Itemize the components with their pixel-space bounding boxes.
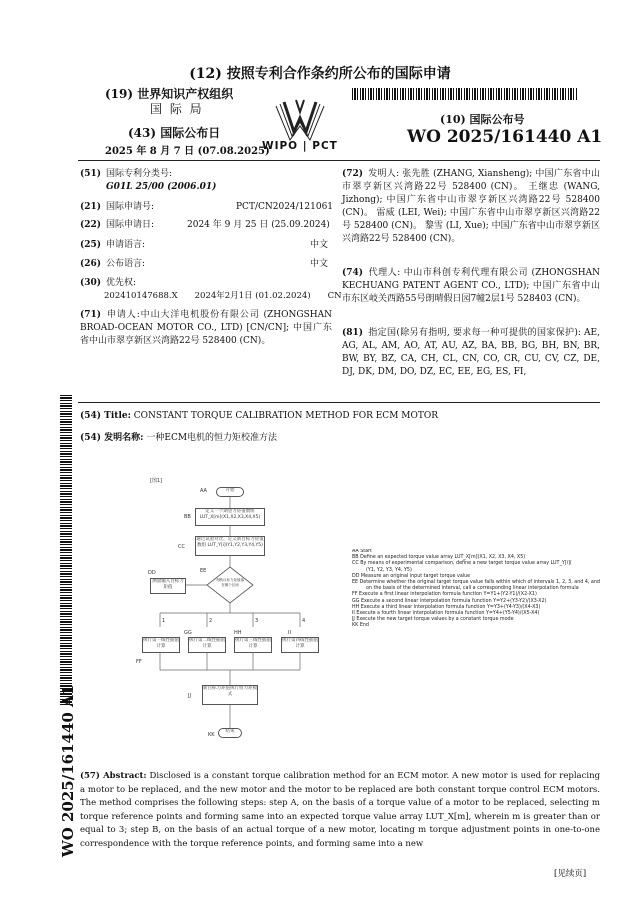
continued-note: [见续页] (554, 869, 587, 879)
branch-label-1: 1 (162, 618, 166, 624)
side-number: WO 2025/161440 A1 (59, 684, 77, 858)
field-71: (71) 申请人:中山大洋电机股份有限公司 (ZHONGSHAN BROAD-OCEAN MOTOR CO., LTD) [CN/CN]; 中国广东省中山市翠亨新区兴湾路22号 528400 (CN)。 (80, 310, 332, 346)
wipo-logo-text: WIPO | PCT (262, 140, 338, 152)
node-label-cc: CC (178, 544, 185, 550)
flow-box-gg: 执行第二线性插值计算 (188, 637, 226, 653)
node-label-jj: JJ (188, 693, 191, 699)
pub-date-label: (43) 国际公布日 (128, 126, 221, 140)
legend-line: CC By means of experimental comparison, define a new target torque value array LUT_Y[i]( (352, 561, 572, 567)
legend-line: on the basis of the determined interval, call a corresponding linear interpolation formula (366, 586, 579, 592)
figure (136, 470, 600, 760)
flow-box-ii: 执行第四线性插值计算 (281, 637, 319, 653)
node-label-bb: BB (184, 514, 191, 520)
field-21: (21) 国际申请号: (80, 202, 155, 212)
flow-end: 结束 (218, 728, 242, 738)
node-label-kk: KK (208, 732, 215, 738)
legend-line: (Y1, Y2, Y3, Y4, Y5) (366, 567, 412, 573)
field-74: (74) 代理人: 中山市科创专利代理有限公司 (ZHONGSHAN KECHUANG PATENT AGENT CO., LTD); 中国广东省中山市东区岐关西路55号朗晴假日园7幢2层1号 528403 (CN)。 (342, 268, 600, 304)
legend-line: JJ Execute the new target torque values by a constant torque mode (352, 617, 514, 623)
pub-no-value: WO 2025/161440 A1 (407, 127, 603, 147)
field-21-value: PCT/CN2024/121061 (236, 202, 334, 212)
flow-box-cc: 通过试验对比，定义新目标力矩值数组 LUT_Y[i](Y1,Y2,Y3,Y4,Y5) (195, 536, 265, 556)
flow-box-jj: 新目标力矩值执行恒力矩模式 (202, 685, 258, 705)
org-line2: 国 际 局 (150, 102, 204, 116)
branch-label-2: 2 (209, 618, 213, 624)
doc-title: (12) 按照专利合作条约所公布的国际申请 (189, 66, 451, 82)
node-label-hh: HH (234, 630, 242, 636)
flow-box-dd: 测量输入目标力矩值 (150, 578, 186, 594)
field-30-value: 202410147688.X 2024年2月1日 (01.02.2024) CN (104, 291, 342, 301)
pub-date-value: 2025 年 8 月 7 日 (07.08.2025) (105, 146, 270, 157)
legend-line: AA Start (352, 549, 372, 554)
top-barcode (352, 88, 577, 100)
flow-box-bb: 定义一个期望力矩值数组 LUT_X[m](X1,X2,X3,X4,X5) (195, 508, 265, 526)
legend-line: FF Execute a first linear interpolation formula function Y=Y1+(Y2-Y1)/(X2-X1) (352, 592, 537, 598)
flow-box-ff: 执行第一线性插值计算 (142, 637, 180, 653)
abstract: (57) Abstract: Disclosed is a constant torque calibration method for an ECM motor. A new motor is used for replacing a motor to be replaced, and the new motor and the motor to be replaced are both constant torque control ECM motors. The method comprises the following steps: step A, on the basis of a torque value of a motor to be replaced, selecting m torque reference points and forming same into an expected torque value array LUT_X[m], wherein m is greater than or equal to 3; step B, on the basis of an actual torque of a new motor, locating m torque adjustment points in one-to-one correspondence with the torque reference points, and forming same into a new (80, 771, 601, 849)
field-51: (51) 国际专利分类号: (80, 169, 173, 179)
branch-label-4: 4 (302, 618, 306, 624)
legend-line: HH Execute a third linear interpolation formula function Y=Y3+(Y4-Y3)/(X4-X3) (352, 604, 541, 610)
legend-line: BB Define an expected torque value array LUT_X[m](X1, X2, X3, X4, X5) (352, 555, 526, 561)
header-divider (78, 160, 600, 161)
legend-line: KK End (352, 623, 369, 629)
legend-line: II Execute a fourth linear interpolation formula function Y=Y4+(Y5-Y4)/(X5-X4) (352, 611, 540, 617)
legend-line: GG Execute a second linear interpolation formula function Y=Y2+(Y3-Y2)/(X3-X2) (352, 598, 547, 604)
node-label-ii: II (288, 630, 291, 636)
field-51-value: G01L 25/00 (2006.01) (106, 182, 217, 192)
node-label-ff: FF (136, 659, 142, 665)
legend-line: DD Measure an original input target torque value (352, 573, 471, 579)
title-en: (54) Title: CONSTANT TORQUE CALIBRATION METHOD FOR ECM MOTOR (80, 411, 439, 421)
flow-box-hh: 执行第三线性插值计算 (234, 637, 272, 653)
side-barcode (60, 395, 72, 705)
field-81: (81) 指定国(除另有指明, 要求每一种可提供的国家保护): AE, AG, AL, AM, AO, AT, AU, AZ, BA, BB, BG, BH, BN, BR, BW, BY, BZ, CA, CH, CL, CN, CO, CR, CU, CV, CZ, DE, DJ, DK, DM, DO, DZ, EC, EE, EG, ES, FI, (342, 328, 600, 377)
field-26: (26) 公布语言: (80, 259, 146, 269)
field-25: (25) 申请语言: (80, 240, 146, 250)
field-72: (72) 发明人: 张先胜 (ZHANG, Xiansheng); 中国广东省中山市翠亨新区兴湾路22号 528400 (CN)。 王继忠 (WANG, Jizhong); 中国广东省中山市翠亨新区兴湾路22号 528400 (CN)。 雷威 (LEI, Wei); 中国广东省中山市翠亨新区兴湾路22号 528400 (CN)。 黎雪 (LI, Xue); 中国广东省中山市翠亨新区兴湾路22号 528400 (CN)。 (342, 169, 600, 244)
node-label-aa: AA (200, 488, 207, 494)
org-line1: (19) 世界知识产权组织 (105, 87, 234, 101)
title-zh: (54) 发明名称: 一种ECM电机的恒力矩校准方法 (80, 433, 278, 443)
branch-label-3: 3 (255, 618, 259, 624)
node-label-gg: GG (184, 630, 192, 636)
legend-line: EE Determine whether the original target torque value falls within which of intervals 1, 2, 3, and 4, and (352, 580, 600, 586)
biblio-divider (78, 402, 600, 403)
figure-legend (352, 549, 600, 630)
field-25-value: 中文 (310, 240, 329, 250)
pub-no-label: (10) 国际公布号 (440, 113, 525, 126)
node-label-ee: EE (200, 568, 207, 574)
node-label-dd: DD (148, 570, 156, 576)
flow-box-ee: 判断目标力矩值落在哪个区间 (216, 578, 244, 587)
fig-label: [图1] (150, 478, 163, 484)
field-26-value: 中文 (310, 259, 329, 269)
field-22-value: 2024 年 9 月 25 日 (25.09.2024) (187, 220, 330, 230)
field-22: (22) 国际申请日: (80, 220, 155, 230)
field-30: (30) 优先权: (80, 278, 137, 288)
flow-start: 开始 (216, 487, 244, 497)
